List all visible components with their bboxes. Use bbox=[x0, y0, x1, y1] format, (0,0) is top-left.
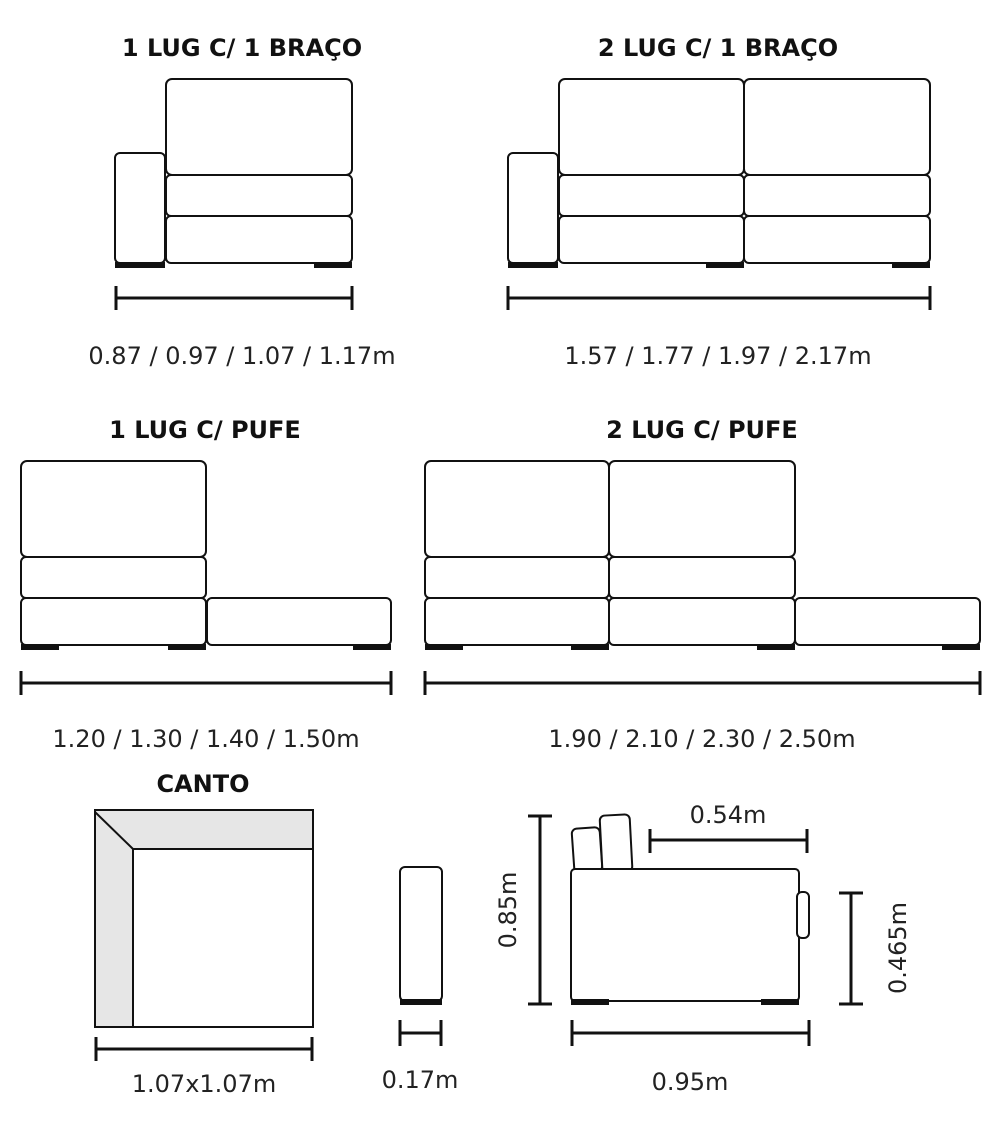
seat-height-label: 0.465m bbox=[884, 901, 912, 995]
module-canto bbox=[95, 770, 313, 1098]
sofa-foot bbox=[314, 262, 352, 268]
side-arm bbox=[797, 892, 809, 938]
dimension-line bbox=[21, 671, 391, 695]
arm-piece bbox=[382, 867, 459, 1094]
sofa-cushion bbox=[166, 175, 352, 216]
sofa-foot bbox=[757, 644, 795, 650]
sofa-seat bbox=[744, 216, 930, 263]
sofa-arm bbox=[508, 153, 558, 263]
canto-seat bbox=[133, 849, 313, 1027]
height-dimension-line bbox=[528, 816, 552, 1004]
back-pillow bbox=[571, 827, 602, 873]
sofa-seat bbox=[425, 598, 609, 645]
module-dimension: 0.87 / 0.97 / 1.07 / 1.17m bbox=[88, 342, 396, 370]
dimension-line bbox=[96, 1037, 312, 1061]
module-title: CANTO bbox=[156, 770, 250, 798]
sofa-foot bbox=[571, 644, 609, 650]
sofa-backrest bbox=[744, 79, 930, 175]
sofa-foot bbox=[892, 262, 930, 268]
pufe bbox=[795, 598, 980, 645]
sofa-seat bbox=[166, 216, 352, 263]
depth-dimension-line bbox=[572, 1020, 809, 1046]
sofa-backrest bbox=[166, 79, 352, 175]
module-1-lug-1-braco bbox=[88, 34, 395, 370]
total-depth-label: 0.95m bbox=[651, 1068, 729, 1096]
dimension-line bbox=[425, 671, 980, 695]
sofa-foot bbox=[942, 644, 980, 650]
pufe bbox=[207, 598, 391, 645]
dimension-line bbox=[400, 1020, 441, 1046]
module-title: 2 LUG C/ PUFE bbox=[606, 416, 798, 444]
module-2-lug-1-braco bbox=[508, 34, 930, 370]
seat-height-dimension-line bbox=[839, 893, 863, 1004]
sofa-arm bbox=[115, 153, 165, 263]
sofa-foot bbox=[571, 999, 609, 1005]
sofa-backrest bbox=[425, 461, 609, 557]
back-pillow bbox=[600, 814, 633, 872]
module-dimension: 1.20 / 1.30 / 1.40 / 1.50m bbox=[52, 725, 360, 753]
arm-width-label: 0.17m bbox=[381, 1066, 459, 1094]
sofa-arm bbox=[400, 867, 442, 1001]
sofa-seat bbox=[21, 598, 206, 645]
module-title: 2 LUG C/ 1 BRAÇO bbox=[597, 34, 839, 62]
module-title: 1 LUG C/ 1 BRAÇO bbox=[121, 34, 363, 62]
module-dimension: 1.07x1.07m bbox=[131, 1070, 277, 1098]
module-1-lug-pufe bbox=[21, 416, 391, 753]
side-body bbox=[571, 869, 799, 1001]
sofa-cushion bbox=[559, 175, 744, 216]
seat-depth-dimension-line bbox=[650, 829, 807, 853]
sofa-cushion bbox=[744, 175, 930, 216]
sofa-foot bbox=[761, 999, 799, 1005]
module-dimension: 1.90 / 2.10 / 2.30 / 2.50m bbox=[548, 725, 856, 753]
sofa-seat bbox=[559, 216, 744, 263]
sofa-foot bbox=[400, 999, 442, 1005]
sofa-backrest bbox=[609, 461, 795, 557]
sofa-foot bbox=[706, 262, 744, 268]
sofa-cushion bbox=[609, 557, 795, 598]
sofa-backrest bbox=[21, 461, 206, 557]
sofa-foot bbox=[168, 644, 206, 650]
dimension-line bbox=[116, 286, 352, 310]
sofa-cushion bbox=[425, 557, 609, 598]
sofa-backrest bbox=[559, 79, 744, 175]
seat-depth-label: 0.54m bbox=[689, 801, 767, 829]
sofa-foot bbox=[21, 644, 59, 650]
module-title: 1 LUG C/ PUFE bbox=[109, 416, 301, 444]
total-height-label: 0.85m bbox=[494, 871, 522, 949]
sofa-foot bbox=[508, 262, 558, 268]
module-dimension: 1.57 / 1.77 / 1.97 / 2.17m bbox=[564, 342, 872, 370]
dimension-line bbox=[508, 286, 930, 310]
sofa-foot bbox=[115, 262, 165, 268]
module-2-lug-pufe bbox=[425, 416, 980, 753]
sofa-foot bbox=[425, 644, 463, 650]
sofa-seat bbox=[609, 598, 795, 645]
sofa-cushion bbox=[21, 557, 206, 598]
side-view bbox=[494, 801, 912, 1096]
sofa-foot bbox=[353, 644, 391, 650]
